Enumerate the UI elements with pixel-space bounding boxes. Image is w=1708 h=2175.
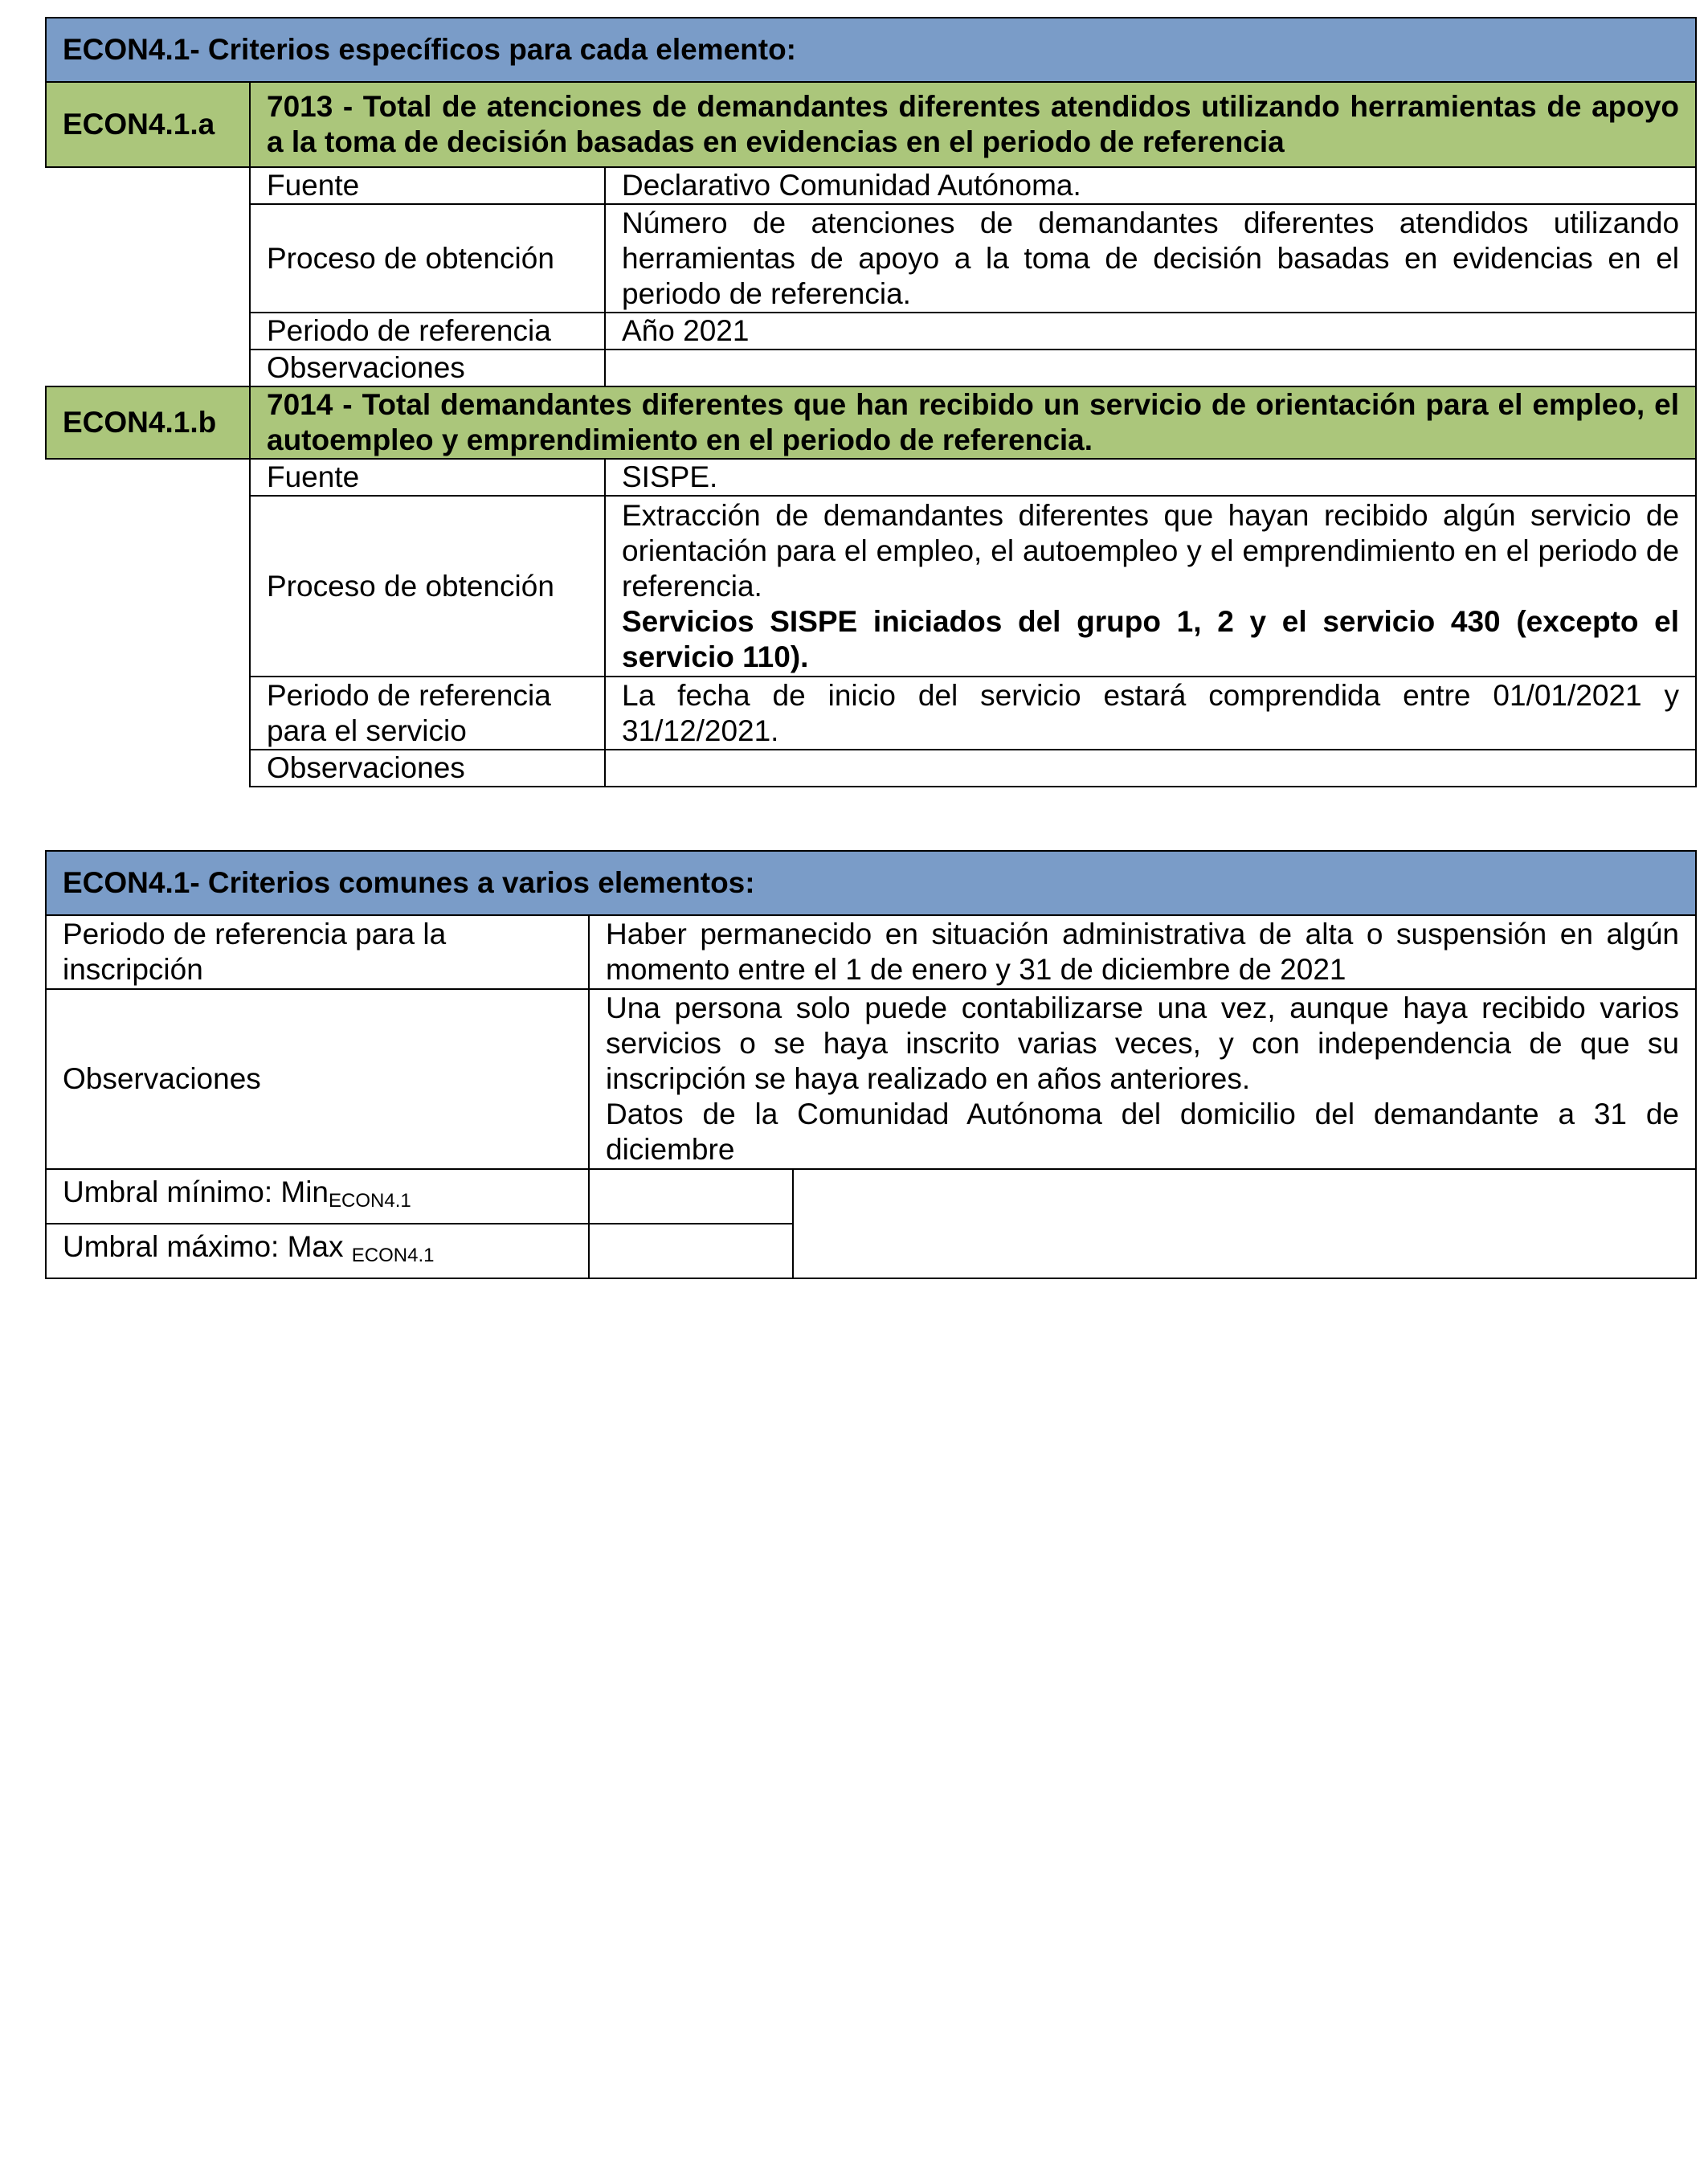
umbral-maximo-value	[589, 1224, 793, 1278]
row-value	[589, 989, 1696, 1169]
row-value: Declarativo Comunidad Autónoma.	[605, 167, 1696, 204]
element-b-code: ECON4.1.b	[46, 386, 250, 459]
row-value-bold-text: Servicios SISPE iniciados del grupo 1, 2 y el servicio 430 (excepto el servicio 110).	[622, 604, 1680, 673]
element-a-code: ECON4.1.a	[46, 82, 250, 167]
spacer	[46, 167, 250, 386]
row-value: Haber permanecido en situación administrativa de alta o suspensión en algún momento entre el 1 de enero y 31 de diciembre de 2021	[589, 915, 1696, 989]
row-value	[605, 496, 1696, 677]
umbral-minimo-label: Umbral mínimo: Min$_{ECON4.1}$	[46, 1169, 589, 1224]
observaciones-text-1: Una persona solo puede contabilizarse una vez, aunque haya recibido varios servicios o se haya inscrito varias veces, y con independencia de que su inscripción se haya realizado en años anteriores.	[606, 991, 1680, 1095]
row-label: Observaciones	[250, 750, 605, 787]
criterios-comunes-table	[45, 850, 1697, 1279]
row-value: Año 2021	[605, 313, 1696, 350]
row-label: Periodo de referencia	[250, 313, 605, 350]
row-value	[605, 350, 1696, 386]
umbral-maximo-label: Umbral máximo: Max $_{ECON4.1}$	[46, 1224, 589, 1278]
row-label: Observaciones	[46, 989, 589, 1169]
row-value: Número de atenciones de demandantes diferentes atendidos utilizando herramientas de apoyo a la toma de decisión basadas en evidencias en el periodo de referencia.	[605, 204, 1696, 313]
section1-header: ECON4.1- Criterios específicos para cada elemento:	[46, 18, 1696, 82]
row-label: Periodo de referencia para la inscripción	[46, 915, 589, 989]
row-label: Periodo de referencia para el servicio	[250, 677, 605, 750]
umbral-blank-cell	[793, 1169, 1696, 1278]
section2-header: ECON4.1- Criterios comunes a varios elementos:	[46, 851, 1696, 915]
row-label: Proceso de obtención	[250, 204, 605, 313]
row-value-text: Extracción de demandantes diferentes que hayan recibido algún servicio de orientación para el empleo, el autoempleo y el emprendimiento en el periodo de referencia.	[622, 498, 1680, 603]
row-label: Fuente	[250, 459, 605, 496]
row-label: Proceso de obtención	[250, 496, 605, 677]
element-a-title: 7013 - Total de atenciones de demandantes diferentes atendidos utilizando herramientas de apoyo a la toma de decisión basadas en evidencias en el periodo de referencia	[250, 82, 1696, 167]
row-label: Observaciones	[250, 350, 605, 386]
umbral-minimo-value	[589, 1169, 793, 1224]
row-value: SISPE.	[605, 459, 1696, 496]
row-label: Fuente	[250, 167, 605, 204]
spacer	[46, 459, 250, 787]
criterios-especificos-table	[45, 17, 1697, 787]
observaciones-text-2: Datos de la Comunidad Autónoma del domicilio del demandante a 31 de diciembre	[606, 1098, 1680, 1166]
row-value	[605, 750, 1696, 787]
row-value: La fecha de inicio del servicio estará comprendida entre 01/01/2021 y 31/12/2021.	[605, 677, 1696, 750]
element-b-title: 7014 - Total demandantes diferentes que han recibido un servicio de orientación para el empleo, el autoempleo y emprendimiento en el periodo de referencia.	[250, 386, 1696, 459]
